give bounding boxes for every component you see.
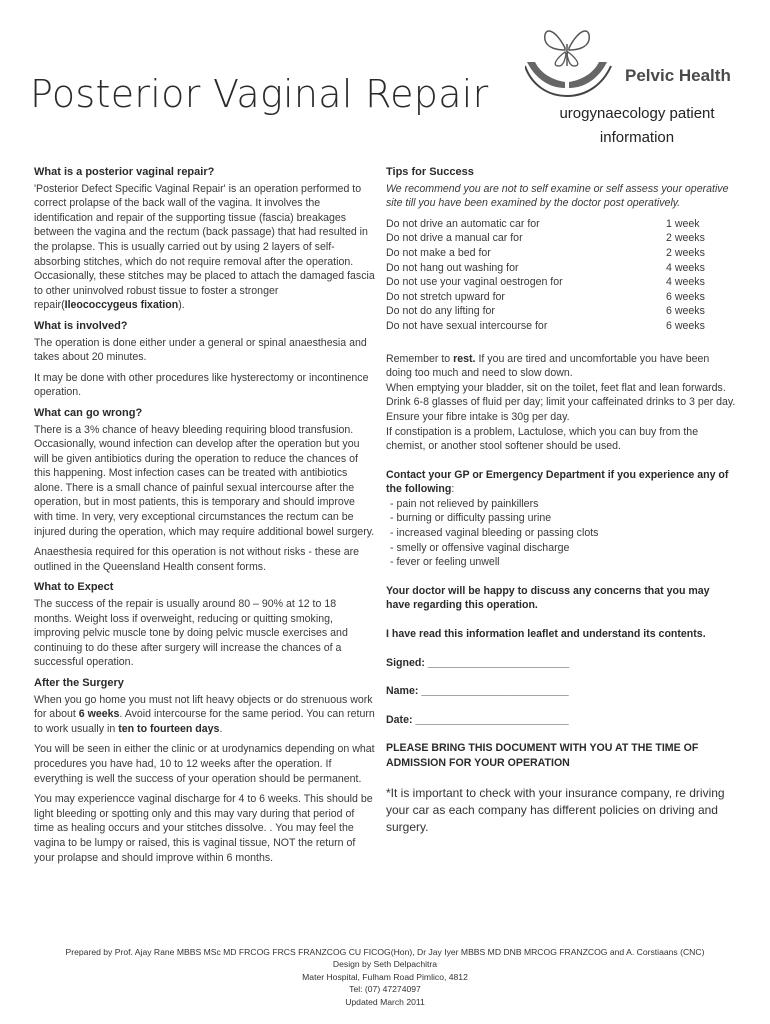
- tip-item: Do not do any lifting for: [386, 305, 495, 318]
- paragraph: The operation is done either under a general or spinal anaesthesia and takes about 20 minutes.: [34, 336, 367, 364]
- tip-item: Do not stretch upward for: [386, 290, 505, 303]
- tip-item: Do not make a bed for: [386, 246, 491, 259]
- right-column: [386, 165, 736, 842]
- tips-intro: We recommend you are not to self examine or self assess your operative site till you have been examined by the doctor post operatively.: [386, 182, 729, 210]
- tip-duration: 4 weeks: [666, 261, 705, 274]
- tip-item: Do not hang out washing for: [386, 261, 519, 274]
- bold-text: 6 weeks: [78, 708, 120, 721]
- tip-item: Do not drive an automatic car for: [386, 217, 540, 230]
- tip-duration: 6 weeks: [666, 305, 705, 318]
- footer-line: Tel: (07) 47274097: [349, 984, 421, 995]
- tip-item: Do not use your vaginal oestrogen for: [386, 276, 563, 289]
- section-heading: What to Expect: [34, 581, 114, 594]
- paragraph: [34, 693, 376, 737]
- contact-heading: [386, 468, 736, 497]
- bold-text: ten to fourteen days: [118, 722, 220, 735]
- tip-item: Do not have sexual intercourse for: [386, 319, 548, 332]
- table-row: [386, 231, 736, 246]
- text: .: [219, 722, 223, 735]
- table-row: [386, 261, 736, 276]
- bold-text: Contact your GP or Emergency Department if you experience any of the following: [386, 468, 729, 496]
- paragraph: The success of the repair is usually around 80 – 90% at 12 to 18 months. Weight loss if overweight, reducing or quitting smoking, improving pelvic muscle tone by doing pelvic muscle exercises and continuing to do these after surgery will increase the chances of a successful operation.: [34, 598, 348, 669]
- text: Remember to: [386, 352, 454, 365]
- list-item: - increased vaginal bleeding or passing clots: [390, 527, 599, 540]
- bold-text: Ileococcygeus fixation: [64, 299, 179, 312]
- tip-duration: 6 weeks: [666, 290, 705, 303]
- tips-table: [386, 217, 736, 334]
- paragraph: Anaesthesia required for this operation is not without risks - these are outlined in the Queensland Health consent forms.: [34, 546, 360, 573]
- section-heading: What is a posterior vaginal repair?: [34, 166, 215, 178]
- table-row: [386, 217, 736, 232]
- tip-duration: 2 weeks: [666, 246, 705, 259]
- footer: [0, 946, 770, 1008]
- paragraph: You will be seen in either the clinic or at urodynamics depending on what procedures you have had, 10 to 12 weeks after the operation. If everything is well the success of your operation should be permanent.: [34, 743, 375, 785]
- list-item: - fever or feeling unwell: [390, 556, 500, 569]
- bold-text: rest.: [453, 352, 476, 365]
- logo-text: Pelvic Health: [625, 66, 731, 85]
- section-heading: What is involved?: [34, 319, 128, 332]
- pelvic-health-logo: [525, 18, 735, 98]
- insurance-note: *It is important to check with your insurance company, re driving your car as each company has different policies on driving and surgery.: [386, 785, 725, 834]
- page-title: Posterior Vaginal Repair: [30, 72, 489, 116]
- paragraph: Drink 6-8 glasses of fluid per day; limit your caffeinated drinks to 3 per day. Ensure your fibre intake is 30g per day.: [386, 396, 736, 423]
- footer-line: Design by Seth Delpachitra: [332, 959, 438, 970]
- text: 'Posterior Defect Specific Vaginal Repair' is an operation performed to correct prolapse of the back wall of the vagina. It involves the identification and repair of the supporting tissue (fascia) breakages between the vagina and the rectum (back passage) that had resulted in the prolapse. This is usually carried out by using 2 layers of self-absorbing stitches, which do not require removal after the operation. Occasionally, these stitches may be placed to attach the damaged fascia to other uninvolved robust tissue to foster a stronger repair(: [34, 182, 375, 312]
- tip-duration: 2 weeks: [666, 232, 705, 245]
- footer-line: Prepared by Prof. Ajay Rane MBBS MSc MD FRCOG FRCS FRANZCOG CU FICOG(Hon), Dr Jay Iyer MBBS MD DNB MRCOG FRANZCOG and A. Corstiaans (CNC): [65, 947, 705, 957]
- list-item: - smelly or offensive vaginal discharge: [390, 541, 570, 554]
- paragraph: [386, 352, 736, 381]
- list-item: - burning or difficulty passing urine: [390, 512, 552, 525]
- table-row: [386, 319, 736, 334]
- signed-field[interactable]: Signed: ________________________: [386, 656, 570, 669]
- footer-line: Updated March 2011: [345, 996, 425, 1007]
- footer-line: Mater Hospital, Fulham Road Pimlico, 4812: [302, 971, 468, 982]
- table-row: [386, 304, 736, 319]
- tip-duration: 4 weeks: [666, 276, 705, 289]
- left-column: [34, 165, 376, 871]
- bring-note: PLEASE BRING THIS DOCUMENT WITH YOU AT THE TIME OF ADMISSION FOR YOUR OPERATION: [386, 742, 699, 769]
- date-field[interactable]: Date: __________________________: [386, 713, 569, 726]
- paragraph: [34, 182, 376, 313]
- paragraph: When emptying your bladder, sit on the toilet, feet flat and lean forwards.: [386, 381, 726, 394]
- subtitle-line1: urogynaecology patient: [559, 105, 715, 122]
- paragraph: You may experiencce vaginal discharge for 4 to 6 weeks. This should be light bleeding or spotting only and this may vary during that period of time as healing occurs and your stitches dissolve. . You may feel the vagina to be lumpy or raised, this is vaginal tissue, NOT the return of your prolapse and should improve within 6 months.: [34, 793, 373, 864]
- list-item: - pain not relieved by painkillers: [390, 497, 539, 510]
- text: If you are tired and uncomfortable you have been doing too much and need to slow down.: [386, 352, 710, 380]
- text: . Avoid intercourse for the same period. You can return to work usually in: [34, 708, 375, 735]
- table-row: [386, 275, 736, 290]
- paragraph: If constipation is a problem, Lactulose, which you can buy from the chemist, or another stool softener should be used.: [386, 425, 699, 453]
- text: When you go home you must not lift heavy objects or do strenuous work for about: [34, 693, 373, 721]
- hands-butterfly-icon: [525, 18, 735, 98]
- tip-item: Do not drive a manual car for: [386, 232, 523, 245]
- table-row: [386, 290, 736, 305]
- tip-duration: 6 weeks: [666, 319, 705, 332]
- paragraph: There is a 3% chance of heavy bleeding requiring blood transfusion. Occasionally, wound infection can develop after the operation but you will be given antibiotics during the operation to reduce the chances of this happening. Most infection cases can be treated with antibiotics alone. There is a small chance of painful sexual intercourse after the operation, but in most patients, this is temporary and should improve with time. In very, very exceptional circumstances the rectum can be injured during the operation, which may require additional bowel surgery.: [34, 423, 375, 538]
- text: ).: [178, 299, 185, 312]
- paragraph: It may be done with other procedures like hysterectomy or incontinence operation.: [34, 371, 369, 399]
- section-heading: Tips for Success: [386, 166, 474, 178]
- tip-duration: 1 week: [666, 217, 700, 230]
- read-note: I have read this information leaflet and understand its contents.: [386, 628, 706, 641]
- text: :: [451, 483, 455, 496]
- table-row: [386, 246, 736, 261]
- subtitle-line2: information: [599, 129, 675, 146]
- subtitle: [532, 102, 742, 150]
- name-field[interactable]: Name: _________________________: [386, 685, 569, 698]
- section-heading: What can go wrong?: [34, 406, 143, 419]
- doctor-note: Your doctor will be happy to discuss any concerns that you may have regarding this operation.: [386, 584, 710, 612]
- symptom-list: [386, 497, 736, 570]
- section-heading: After the Surgery: [34, 677, 124, 689]
